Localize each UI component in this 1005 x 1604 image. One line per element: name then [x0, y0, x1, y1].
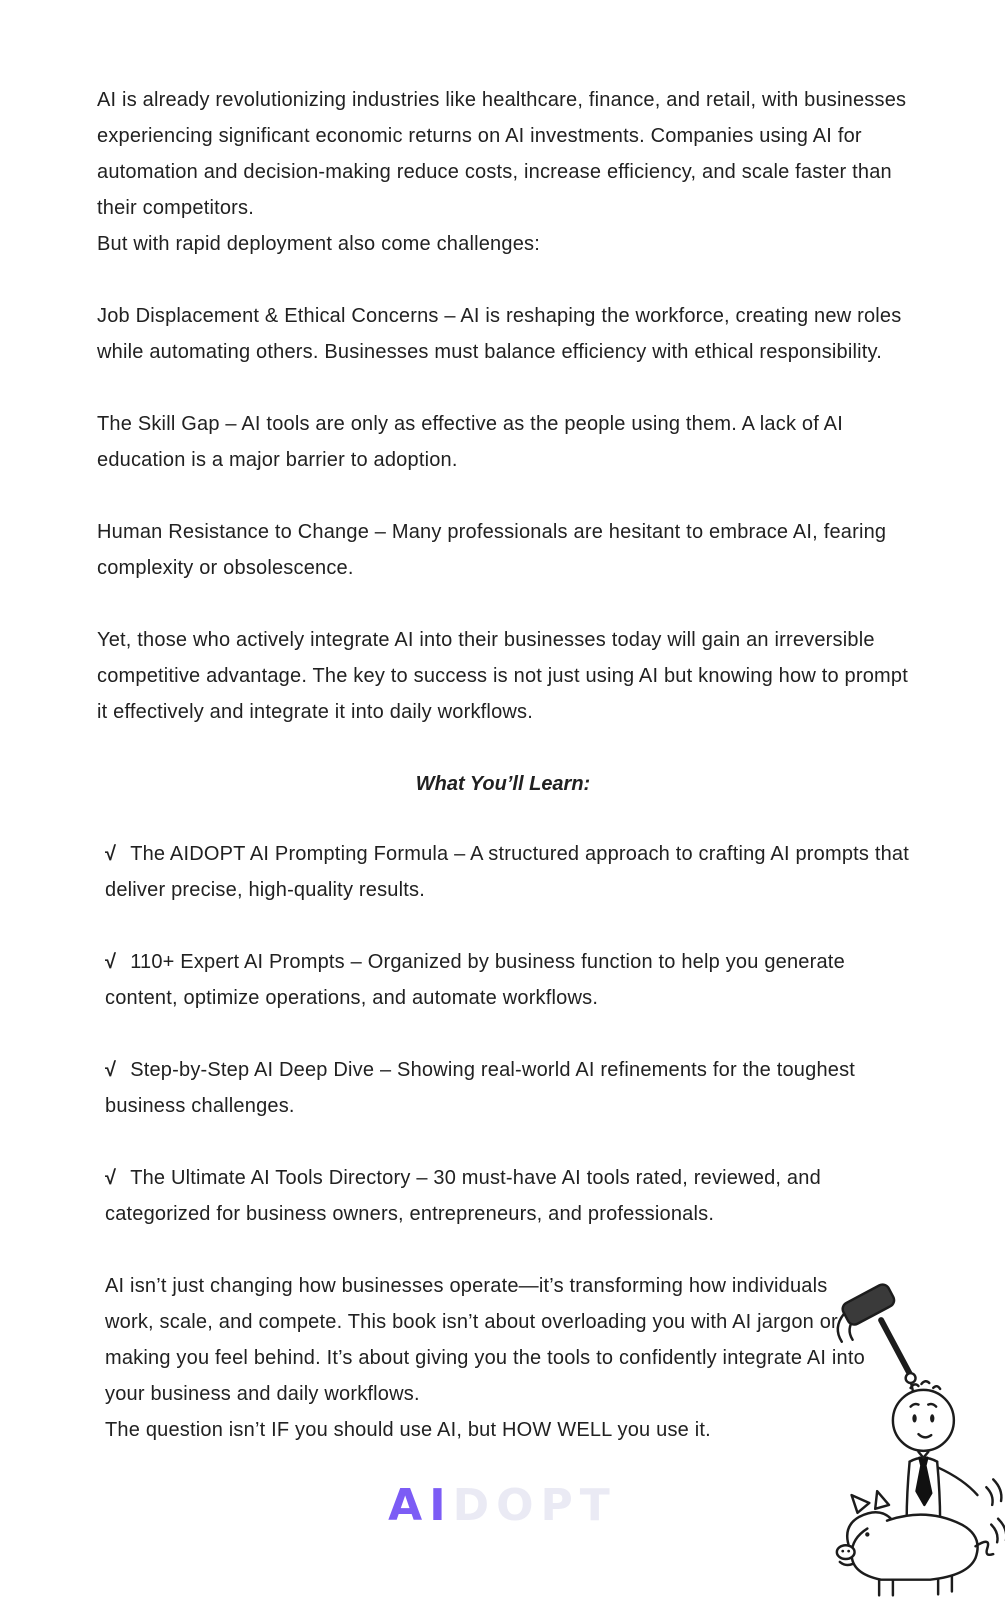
mascot-illustration	[828, 1283, 1005, 1601]
challenge-paragraph-skill-gap: The Skill Gap – AI tools are only as effective as the people using them. A lack of AI education is a major barrier to adoption.	[97, 413, 843, 471]
learn-item-text: The AIDOPT AI Prompting Formula – A structured approach to crafting AI prompts that deliver precise, high-quality results.	[105, 843, 910, 901]
intro-tagline: But with rapid deployment also come challenges:	[97, 233, 540, 255]
pig-illustration	[837, 1491, 1005, 1595]
checkmark-icon: √	[105, 843, 117, 865]
challenge-paragraph-human-resistance: Human Resistance to Change – Many professionals are hesitant to embrace AI, fearing complexity or obsolescence.	[97, 521, 887, 579]
learn-item-text: Step-by-Step AI Deep Dive – Showing real-world AI refinements for the toughest business challenges.	[105, 1059, 856, 1117]
learn-item-prompting-formula	[105, 836, 909, 908]
intro-paragraph	[97, 82, 909, 262]
checkmark-icon: √	[105, 1059, 117, 1081]
learn-item-deep-dive	[105, 1052, 909, 1124]
closing-final-line: The question isn’t IF you should use AI, but HOW WELL you use it.	[105, 1419, 711, 1441]
learn-item-expert-prompts	[105, 944, 909, 1016]
hammer-icon	[840, 1283, 912, 1379]
learn-item-text: 110+ Expert AI Prompts – Organized by business function to help you generate content, optimize operations, and automate workflows.	[105, 951, 845, 1009]
logo-suffix: DOPT	[452, 1480, 617, 1531]
logo-prefix: AI	[388, 1480, 453, 1531]
closing-text: AI isn’t just changing how businesses operate—it’s transforming how individuals work, scale, and compete. This book isn’t about overloading you with AI jargon or making you feel behind. It’s about giving you the tools to confidently integrate AI into your business and daily workflows.	[105, 1275, 865, 1405]
stick-figure	[893, 1373, 1001, 1521]
intro-text: AI is already revolutionizing industries like healthcare, finance, and retail, with businesses experiencing significant economic returns on AI investments. Companies using AI for automation and decision-making reduce costs, increase efficiency, and scale faster than their competitors.	[97, 89, 907, 219]
checkmark-icon: √	[105, 951, 117, 973]
checkmark-icon: √	[105, 1167, 117, 1189]
learn-item-text: The Ultimate AI Tools Directory – 30 must-have AI tools rated, reviewed, and categorized for business owners, entrepreneurs, and professionals.	[105, 1167, 821, 1225]
opportunity-paragraph: Yet, those who actively integrate AI into their businesses today will gain an irreversible competitive advantage. The key to success is not just using AI but knowing how to prompt it effectively and integrate it into daily workflows.	[97, 629, 908, 723]
closing-paragraph	[105, 1268, 875, 1448]
learn-section-heading: What You’ll Learn:	[415, 773, 591, 795]
page-content	[97, 82, 909, 1484]
learn-item-tools-directory	[105, 1160, 909, 1232]
challenge-paragraph-job-displacement: Job Displacement & Ethical Concerns – AI is reshaping the workforce, creating new roles while automating others. Businesses must balance efficiency with ethical responsibility.	[97, 305, 902, 363]
